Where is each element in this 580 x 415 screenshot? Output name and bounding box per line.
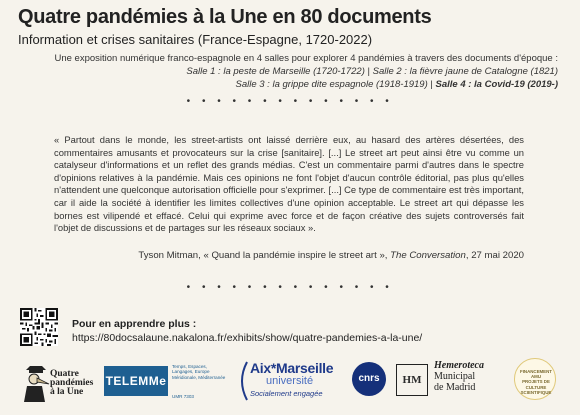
source-author: Tyson Mitman, « Quand la pandémie inspire le street art »,	[138, 250, 391, 261]
culture-scientifique-text	[519, 369, 553, 395]
source-date: , 27 mai 2020	[465, 250, 524, 261]
hem-line-3: de Madrid	[434, 382, 476, 393]
amu-arc-icon	[236, 360, 248, 402]
salles-line-1	[18, 65, 558, 78]
hemeroteca-name	[434, 360, 484, 393]
dotted-divider-top: • • • • • • • • • • • • • •	[186, 96, 394, 107]
salle-1: Salle 1 : la peste de Marseille (1720-1722)	[186, 66, 365, 77]
cc-line-1: FINANCEMENT AMU	[520, 369, 552, 380]
exhibition-logo	[22, 362, 98, 402]
quote-source	[138, 250, 524, 261]
expo-line-1: Quatre	[50, 369, 79, 379]
hemeroteca-logo	[396, 360, 516, 404]
cc-line-2: PROJETS DE	[522, 379, 550, 385]
telemme-description: Temps, Espaces, Langages, Europe Méridionale, Méditerranée	[172, 364, 226, 380]
aix-marseille-logo	[236, 360, 346, 404]
telemme-umr: UMR 7303	[172, 394, 194, 399]
expo-line-2: pandémies	[50, 378, 94, 388]
plague-doctor-icon	[22, 362, 50, 402]
cnrs-logo: cnrs	[352, 362, 386, 396]
page-title: Quatre pandémies à la Une en 80 documents	[18, 6, 432, 28]
intro-block	[18, 52, 558, 91]
salle-2: Salle 2 : la fièvre jaune de Catalogne (1821)	[372, 66, 558, 77]
exhibition-logo-text	[50, 370, 100, 397]
page-subtitle: Information et crises sanitaires (France-Espagne, 1720-2022)	[18, 32, 373, 47]
salle-4: Salle 4 : la Covid-19 (2019-)	[435, 79, 558, 90]
culture-scientifique-logo	[514, 358, 556, 400]
cc-line-3: CULTURE	[525, 384, 547, 390]
separator: |	[427, 79, 436, 90]
expo-line-3: à la Une	[50, 387, 84, 397]
qr-code-icon[interactable]	[20, 308, 58, 346]
learn-more-label: Pour en apprendre plus :	[72, 318, 197, 330]
amu-name: Aix*Marseille	[250, 360, 334, 376]
telemme-wordmark: TELEMMe	[104, 366, 168, 396]
quote-text: « Partout dans le monde, les street-artists ont laissé derrière eux, au hasard des artères désertées, des commentaires amusants et provocateurs sur la crise [sanitaire]. [...] Le street art peut ainsi être vu comme un catalyseur d'informations et un reflet des grands médias. C'est un commentaire parmi d'autres dans le spectre d'opinions relatives à la pandémie. Mais ces opinions ne font l'objet d'aucun contrôle éditorial, pas plus qu'elles n'attendent une quelconque autorisation officielle pour s'exprimer. [...] Ce type de commentaire est très important, car il aide la société à identifier les limites collectives d'une opinion acceptable. Le street art qui dépasse les bornes est vilipendé et effacé. Celui qui exprime avec force et de façon créative des sujets controversés fait l'objet de discussions et de partages sur les réseaux sociaux ».	[54, 134, 524, 234]
hem-line-2: Municipal	[434, 371, 476, 382]
source-publication: The Conversation	[390, 250, 466, 261]
separator: |	[364, 66, 373, 77]
salle-3: Salle 3 : la grippe dite espagnole (1918-1919)	[235, 79, 428, 90]
intro-text: Une exposition numérique franco-espagnole en 4 salles pour explorer 4 pandémies à travers des documents d'époque :	[54, 53, 558, 64]
amu-subtitle: université	[266, 375, 314, 387]
hem-line-1: Hemeroteca	[434, 360, 484, 371]
hemeroteca-monogram: HM	[396, 364, 428, 396]
cc-line-4: SCIENTIFIQUE	[520, 389, 552, 395]
exhibition-link[interactable]: https://80docsalaune.nakalona.fr/exhibits/show/quatre-pandemies-a-la-une/	[72, 332, 423, 344]
telemme-logo	[104, 362, 228, 402]
salles-line-2	[18, 78, 558, 91]
dotted-divider-bottom: • • • • • • • • • • • • • •	[186, 282, 394, 293]
partner-logos	[0, 358, 580, 408]
amu-tagline: Socialement engagée	[250, 389, 323, 398]
